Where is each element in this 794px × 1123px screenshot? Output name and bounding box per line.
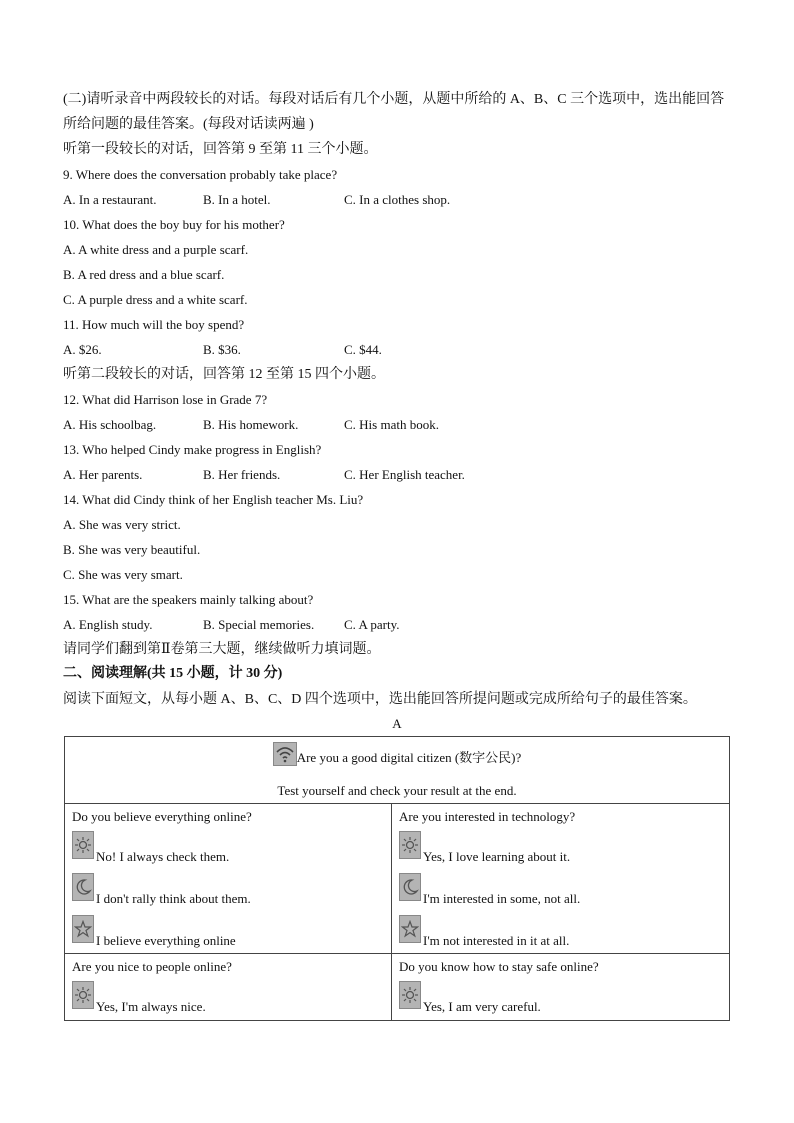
reading-instruction: 阅读下面短文，从每小题 A、B、C、D 四个选项中，选出能回答所提问题或完成所给句子的最佳答案。 bbox=[63, 692, 697, 707]
quiz-answer-text: I don't rally think about them. bbox=[96, 891, 251, 906]
question-13-stem: 13. Who helped Cindy make progress in English? bbox=[63, 442, 322, 457]
sun-icon bbox=[399, 981, 421, 1009]
star-icon bbox=[399, 915, 421, 943]
option-b: B. His homework. bbox=[203, 417, 299, 432]
question-14-option-b: B. She was very beautiful. bbox=[63, 542, 201, 557]
option-a: A. $26. bbox=[63, 342, 102, 357]
quiz-cell bbox=[392, 954, 730, 1021]
question-10-stem: 10. What does the boy buy for his mother? bbox=[63, 217, 285, 232]
question-10-option-a: A. A white dress and a purple scarf. bbox=[63, 242, 249, 257]
option-b: B. Her friends. bbox=[203, 467, 281, 482]
reading-section-heading: 二、阅读理解(共 15 小题，计 30 分) bbox=[63, 666, 283, 681]
quiz-title-row bbox=[65, 742, 729, 766]
question-14-option-c: C. She was very smart. bbox=[63, 567, 183, 582]
question-10-option-b: B. A red dress and a blue scarf. bbox=[63, 267, 225, 282]
quiz-answer-text: Yes, I'm always nice. bbox=[96, 999, 206, 1014]
option-c: C. In a clothes shop. bbox=[344, 192, 451, 207]
quiz-cell bbox=[392, 804, 730, 954]
quiz-answer-text: No! I always check them. bbox=[96, 849, 230, 864]
quiz-answer-text: Yes, I love learning about it. bbox=[423, 849, 571, 864]
quiz-answer-text: Yes, I am very careful. bbox=[423, 999, 541, 1014]
quiz-answer-text: I'm not interested in it at all. bbox=[423, 933, 570, 948]
sun-icon bbox=[399, 831, 421, 859]
passage-label: A bbox=[392, 716, 402, 731]
quiz-answer bbox=[392, 977, 729, 1019]
dialog1-instruction: 听第一段较长的对话，回答第 9 至第 11 三个小题。 bbox=[63, 142, 378, 157]
option-b: B. $36. bbox=[203, 342, 241, 357]
quiz-answer bbox=[392, 911, 729, 953]
quiz-header bbox=[65, 737, 730, 804]
moon-icon bbox=[72, 873, 94, 901]
star-icon bbox=[72, 915, 94, 943]
question-14-stem: 14. What did Cindy think of her English teacher Ms. Liu? bbox=[63, 492, 364, 507]
question-15-stem: 15. What are the speakers mainly talking about? bbox=[63, 592, 314, 607]
question-9-stem: 9. Where does the conversation probably take place? bbox=[63, 167, 338, 182]
quiz-question: Do you know how to stay safe online? bbox=[399, 959, 599, 974]
quiz-answer bbox=[65, 911, 391, 953]
option-a: A. In a restaurant. bbox=[63, 192, 157, 207]
quiz-answer-text: I'm interested in some, not all. bbox=[423, 891, 581, 906]
quiz-question: Are you interested in technology? bbox=[399, 809, 576, 824]
turn-page-note: 请同学们翻到第Ⅱ卷第三大题，继续做听力填词题。 bbox=[63, 642, 381, 657]
quiz-answer bbox=[65, 869, 391, 911]
quiz-subtitle: Test yourself and check your result at the end. bbox=[277, 783, 517, 798]
option-c: C. A party. bbox=[344, 617, 400, 632]
question-10-option-c: C. A purple dress and a white scarf. bbox=[63, 292, 248, 307]
quiz-answer bbox=[65, 977, 391, 1019]
option-c: C. $44. bbox=[344, 342, 382, 357]
wifi-icon bbox=[273, 742, 297, 766]
quiz-answer bbox=[392, 869, 729, 911]
quiz-answer-text: I believe everything online bbox=[96, 933, 236, 948]
dialog2-instruction: 听第二段较长的对话，回答第 12 至第 15 四个小题。 bbox=[63, 367, 385, 382]
option-b: B. In a hotel. bbox=[203, 192, 271, 207]
option-a: A. His schoolbag. bbox=[63, 417, 157, 432]
quiz-cell bbox=[65, 804, 392, 954]
sun-icon bbox=[72, 831, 94, 859]
question-12-stem: 12. What did Harrison lose in Grade 7? bbox=[63, 392, 268, 407]
digital-citizen-quiz-table bbox=[64, 736, 730, 1021]
option-a: A. English study. bbox=[63, 617, 153, 632]
option-b: B. Special memories. bbox=[203, 617, 315, 632]
option-c: C. Her English teacher. bbox=[344, 467, 465, 482]
question-14-option-a: A. She was very strict. bbox=[63, 517, 181, 532]
option-a: A. Her parents. bbox=[63, 467, 143, 482]
section-instruction-line2: 所给问题的最佳答案。(每段对话读两遍 ) bbox=[63, 117, 314, 132]
quiz-answer bbox=[392, 827, 729, 869]
quiz-cell bbox=[65, 954, 392, 1021]
quiz-question: Are you nice to people online? bbox=[72, 959, 232, 974]
quiz-answer bbox=[65, 827, 391, 869]
option-c: C. His math book. bbox=[344, 417, 439, 432]
moon-icon bbox=[399, 873, 421, 901]
quiz-question: Do you believe everything online? bbox=[72, 809, 252, 824]
sun-icon bbox=[72, 981, 94, 1009]
quiz-title: Are you a good digital citizen (数字公民)? bbox=[296, 750, 522, 765]
section-instruction-line1: (二)请听录音中两段较长的对话。每段对话后有几个小题，从题中所给的 A、B、C 三个选项中，选出能回答 bbox=[63, 92, 725, 107]
question-11-stem: 11. How much will the boy spend? bbox=[63, 317, 245, 332]
